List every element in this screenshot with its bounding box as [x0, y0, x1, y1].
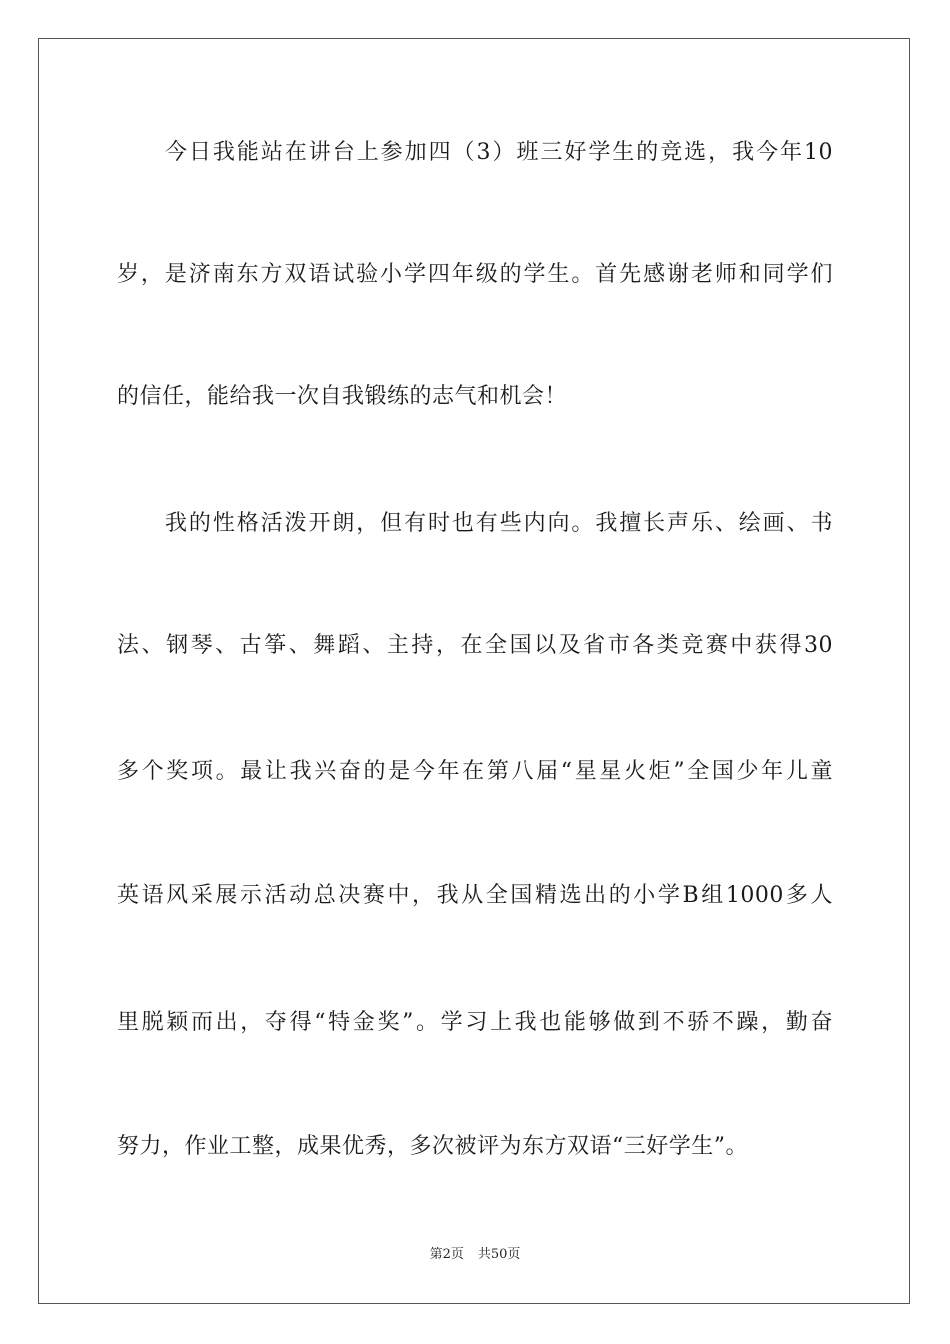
paragraph-1-line-2: 岁，是济南东方双语试验小学四年级的学生。首先感谢老师和同学们	[117, 262, 833, 287]
paragraph-1-line-3: 的信任，能给我一次自我锻练的志气和机会！	[117, 384, 568, 409]
page-footer	[0, 1246, 950, 1264]
paragraph-2-line-2: 法、钢琴、古筝、舞蹈、主持，在全国以及省市各类竞赛中获得30	[117, 633, 833, 658]
paragraph-2-line-1: 我的性格活泼开朗，但有时也有些内向。我擅长声乐、绘画、书	[165, 511, 833, 536]
paragraph-2-line-5: 里脱颖而出，夺得“特金奖”。学习上我也能够做到不骄不躁，勤奋	[117, 1010, 833, 1035]
paragraph-2-line-3: 多个奖项。最让我兴奋的是今年在第八届“星星火炬”全国少年儿童	[117, 759, 833, 784]
page-border	[38, 38, 910, 1304]
total-pages: 共50页	[477, 1247, 521, 1262]
paragraph-2-line-6: 努力，作业工整，成果优秀，多次被评为东方双语“三好学生”。	[117, 1134, 748, 1159]
page-number: 第2页	[429, 1247, 464, 1262]
paragraph-1-line-1: 今日我能站在讲台上参加四（3）班三好学生的竞选，我今年10	[165, 140, 833, 165]
paragraph-2-line-4: 英语风采展示活动总决赛中，我从全国精选出的小学B组1000多人	[117, 883, 833, 908]
